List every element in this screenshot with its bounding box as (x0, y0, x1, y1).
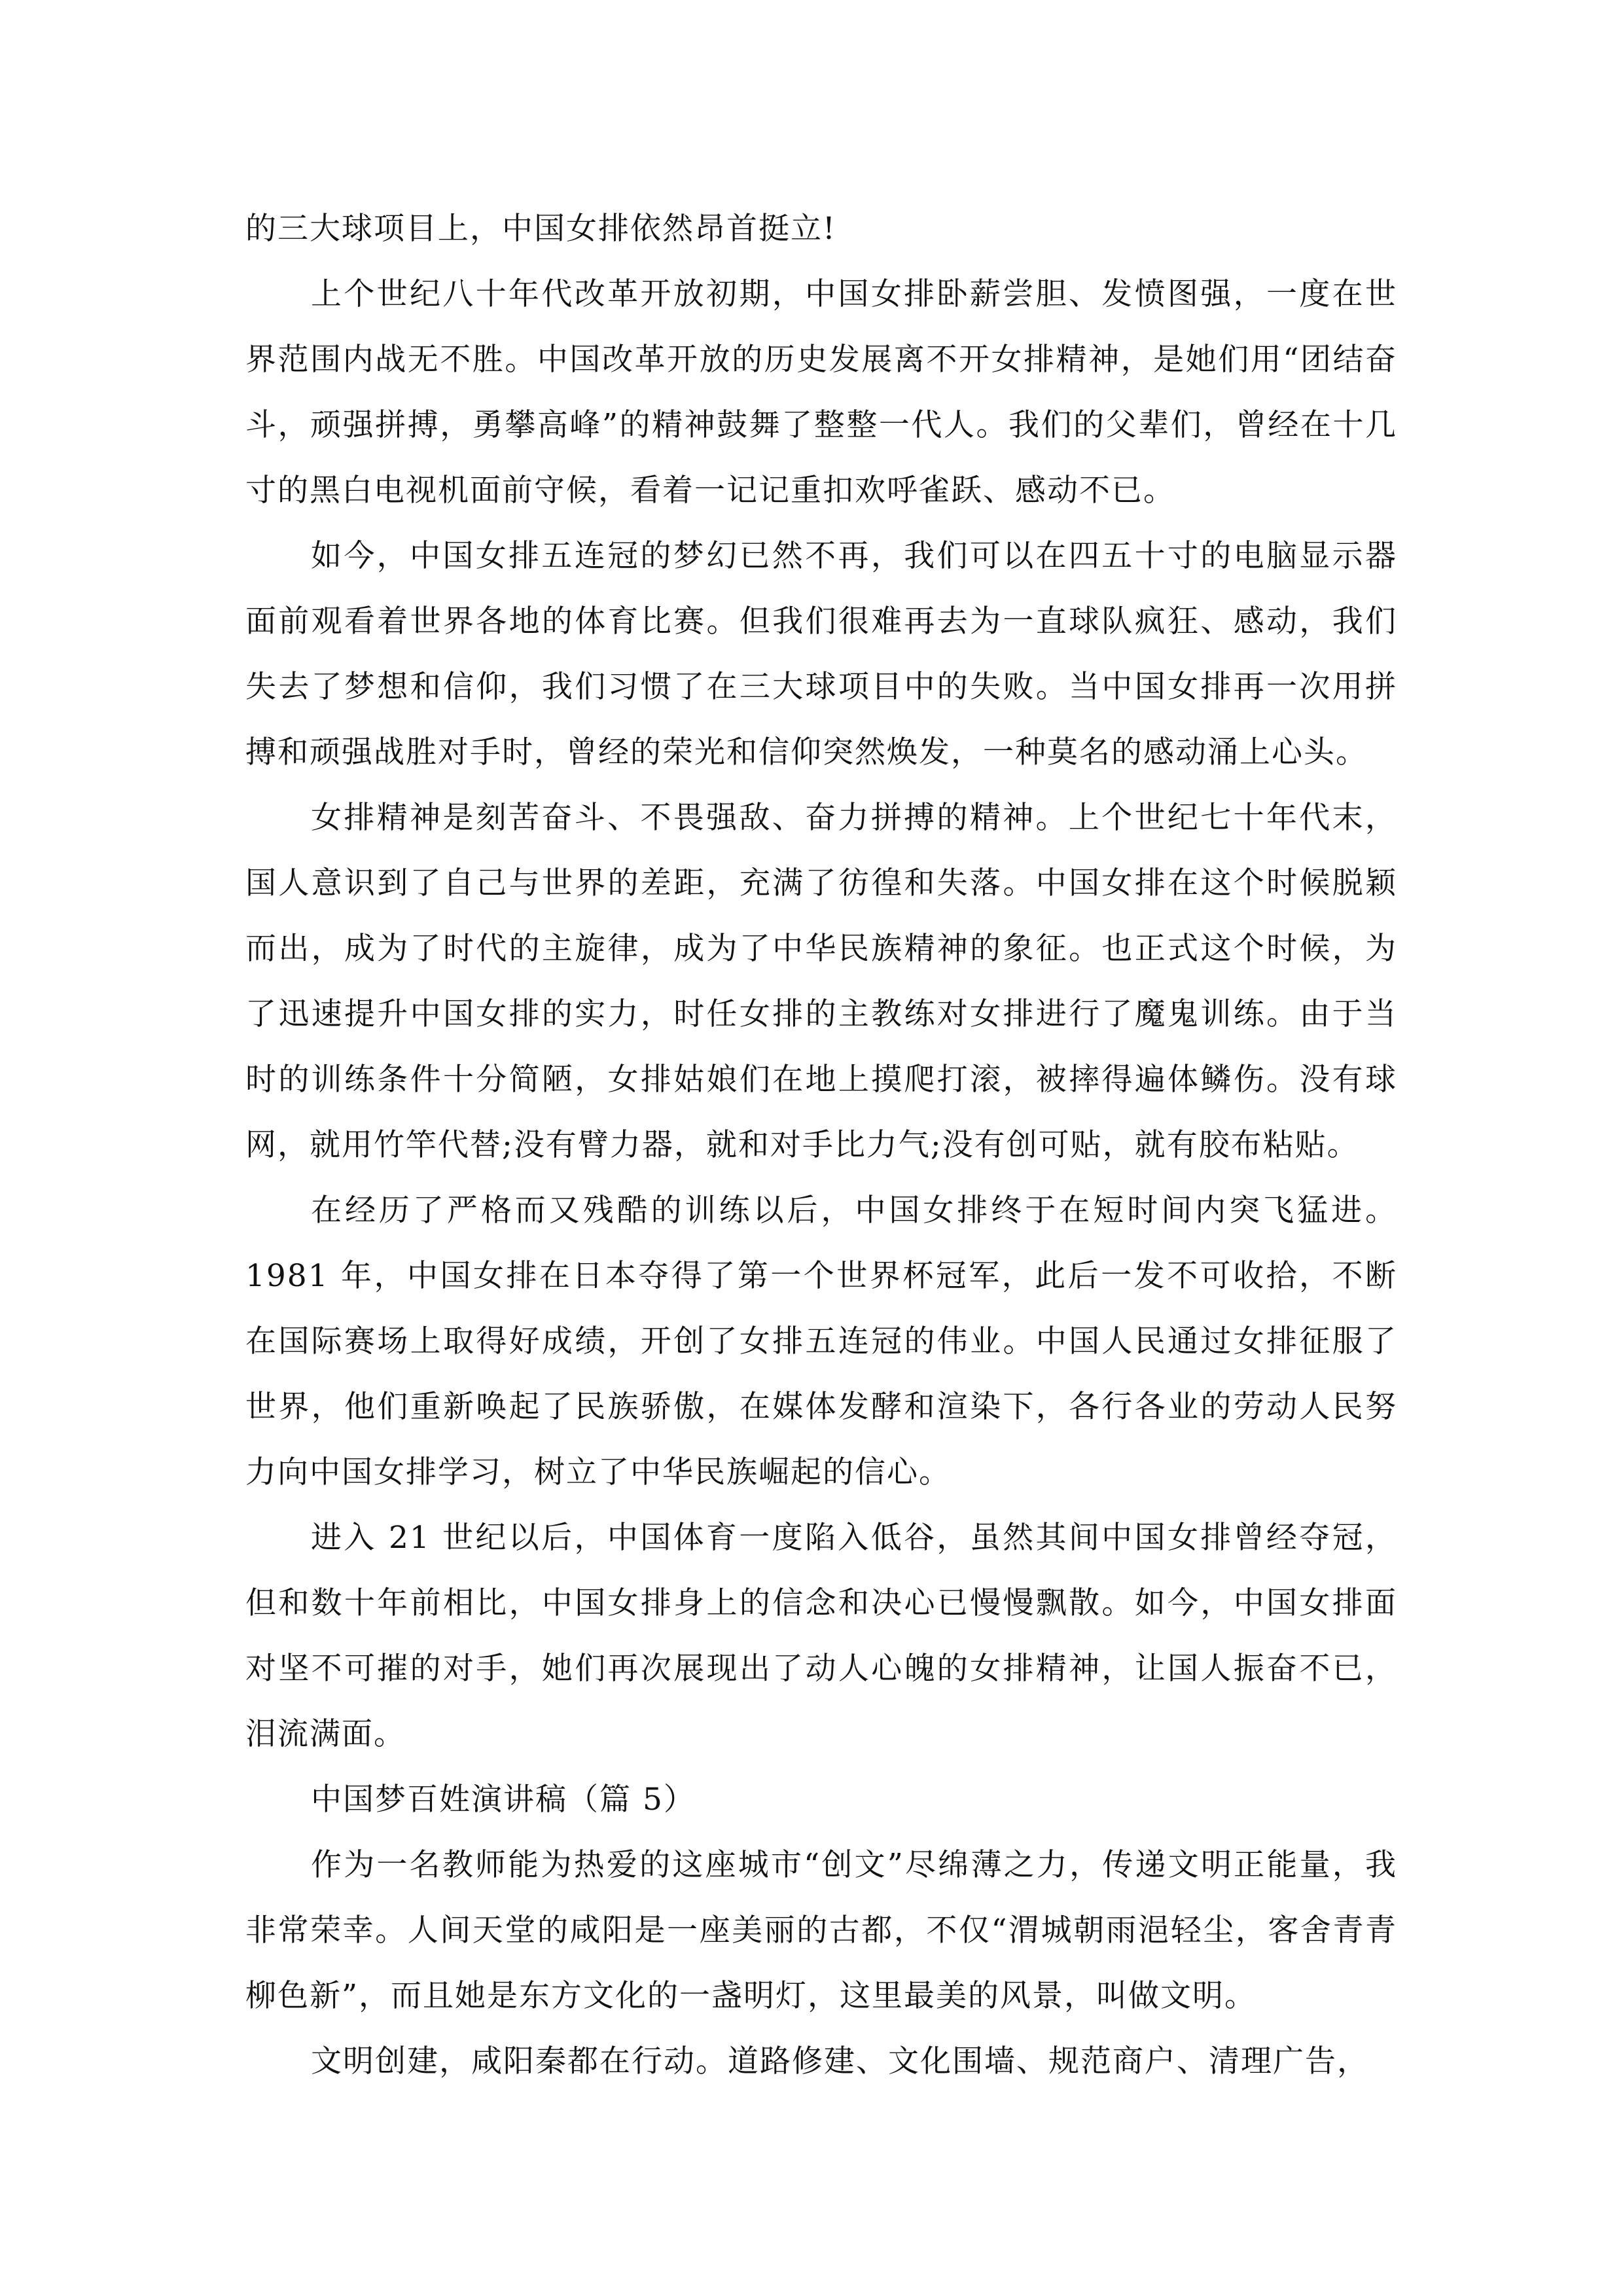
paragraph-volleyball-spirit: 女排精神是刻苦奋斗、不畏强敌、奋力拼搏的精神。上个世纪七十年代末，国人意识到了自己与世界的差距，充满了彷徨和失落。中国女排在这个时候脱颖而出，成为了时代的主旋律，成为了中华民族精神的象征。也正式这个时候，为了迅速提升中国女排的实力，时任女排的主教练对女排进行了魔鬼训练。由于当时的训练条件十分简陋，女排姑娘们在地上摸爬打滚，被摔得遍体鳞伤。没有球网，就用竹竿代替;没有臂力器，就和对手比力气;没有创可贴，就有胶布粘贴。 (245, 800, 1397, 1163)
paragraph-nowadays: 如今，中国女排五连冠的梦幻已然不再，我们可以在四五十寸的电脑显示器面前观看着世界各地的体育比赛。但我们很难再去为一直球队疯狂、感动，我们失去了梦想和信仰，我们习惯了在三大球项目中的失败。当中国女排再一次用拼搏和顽强战胜对手时，曾经的荣光和信仰突然焕发，一种莫名的感动涌上心头。 (245, 538, 1397, 770)
paragraph-training-results: 在经历了严格而又残酷的训练以后，中国女排终于在短时间内突飞猛进。1981 年，中国女排在日本夺得了第一个世界杯冠军，此后一发不可收拾，不断在国际赛场上取得好成绩，开创了女排五连冠的伟业。中国人民通过女排征服了世界，他们重新唤起了民族骄傲，在媒体发酵和渲染下，各行各业的劳动人民努力向中国女排学习，树立了中华民族崛起的信心。 (245, 1193, 1397, 1490)
paragraph-continuation: 的三大球项目上，中国女排依然昂首挺立! (245, 211, 836, 247)
section-heading: 中国梦百姓演讲稿（篇 5） (311, 1782, 696, 1818)
paragraph-reform-era: 上个世纪八十年代改革开放初期，中国女排卧薪尝胆、发愤图强，一度在世界范围内战无不胜。中国改革开放的历史发展离不开女排精神，是她们用“团结奋斗，顽强拼搏，勇攀高峰”的精神鼓舞了整整一代人。我们的父辈们，曾经在十几寸的黑白电视机面前守候，看着一记记重扣欢呼雀跃、感动不已。 (245, 276, 1397, 509)
document-body (245, 196, 1397, 2094)
paragraph-teacher-intro: 作为一名教师能为热爱的这座城市“创文”尽绵薄之力，传递文明正能量，我非常荣幸。人间天堂的咸阳是一座美丽的古都，不仅“渭城朝雨浥轻尘，客舍青青柳色新”，而且她是东方文化的一盏明灯，这里最美的风景，叫做文明。 (245, 1847, 1397, 2014)
paragraph-21st-century: 进入 21 世纪以后，中国体育一度陷入低谷，虽然其间中国女排曾经夺冠，但和数十年前相比，中国女排身上的信念和决心已慢慢飘散。如今，中国女排面对坚不可摧的对手，她们再次展现出了动人心魄的女排精神，让国人振奋不已，泪流满面。 (245, 1520, 1397, 1752)
paragraph-civilization-action: 文明创建，咸阳秦都在行动。道路修建、文化围墙、规范商户、清理广告， (311, 2043, 1369, 2079)
